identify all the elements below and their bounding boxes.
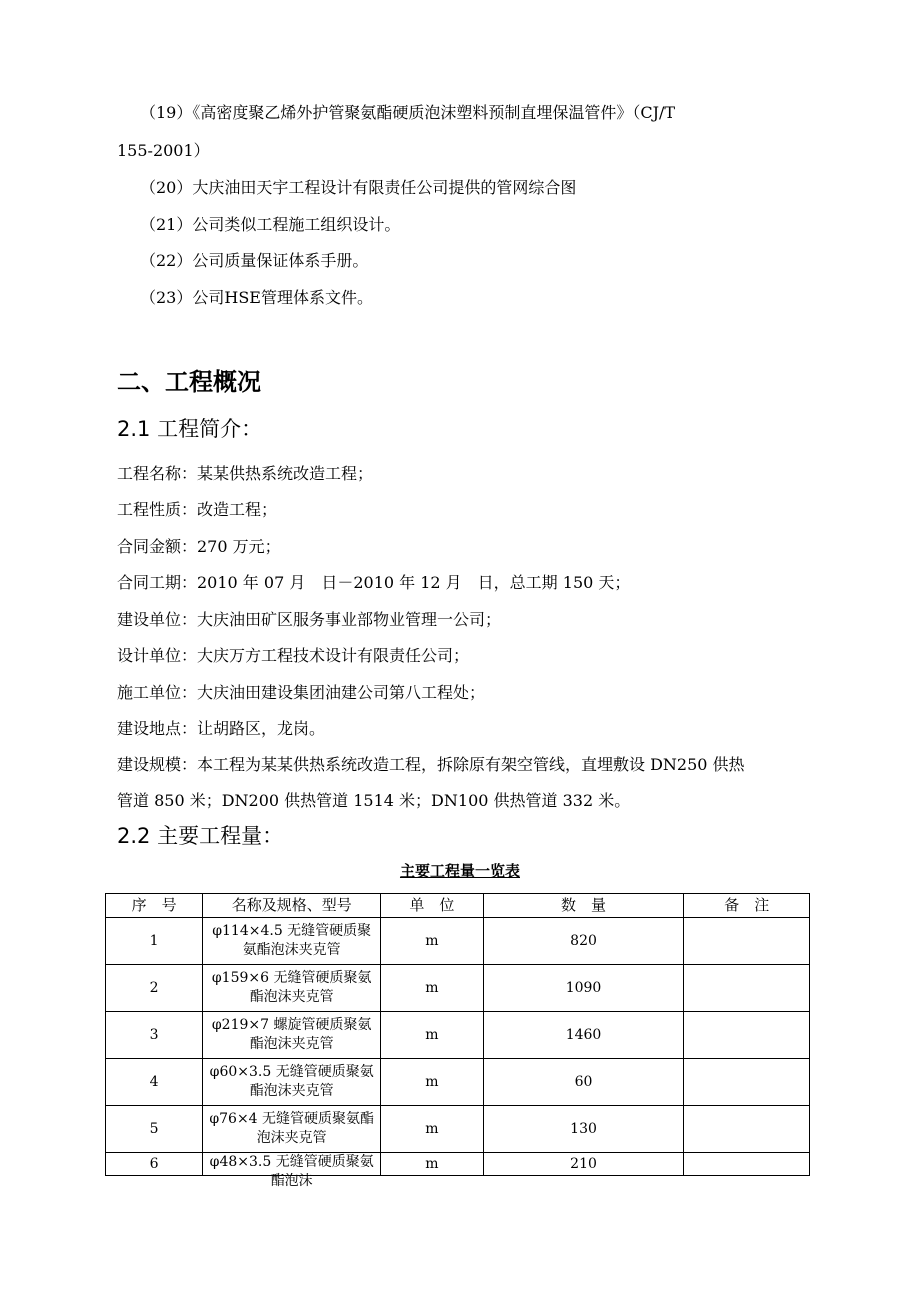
row-note bbox=[684, 965, 810, 1012]
row-no: 6 bbox=[106, 1153, 203, 1176]
row-name-text: φ48×3.5 无缝管硬质聚氨酯泡沫 bbox=[209, 1154, 374, 1189]
section-title: 二、工程概况 bbox=[117, 368, 261, 396]
row-qty: 1460 bbox=[483, 1012, 684, 1059]
detail-location: 建设地点：让胡路区，龙岗。 bbox=[117, 719, 326, 738]
detail-contractor: 施工单位：大庆油田建设集团油建公司第八工程处； bbox=[117, 683, 486, 702]
quantities-table bbox=[105, 893, 810, 1189]
row-name: φ76×4 无缝管硬质聚氨酯泡沫夹克管 bbox=[203, 1106, 381, 1153]
row-unit: m bbox=[381, 1059, 484, 1106]
subsection-title-intro: 2.1 工程简介： bbox=[117, 417, 263, 441]
row-unit: m bbox=[381, 1153, 484, 1176]
detail-owner: 建设单位：大庆油田矿区服务事业部物业管理一公司； bbox=[117, 610, 502, 629]
row-qty: 60 bbox=[483, 1059, 684, 1106]
detail-project-name: 工程名称：某某供热系统改造工程； bbox=[117, 464, 374, 483]
reference-19: （19）《高密度聚乙烯外护管聚氨酯硬质泡沫塑料预制直埋保温管件》（CJ/T bbox=[140, 103, 676, 122]
row-note bbox=[684, 1106, 810, 1153]
reference-21: （21）公司类似工程施工组织设计。 bbox=[140, 215, 401, 234]
reference-23: （23）公司HSE管理体系文件。 bbox=[140, 288, 373, 307]
row-name: φ60×3.5 无缝管硬质聚氨酯泡沫夹克管 bbox=[203, 1059, 381, 1106]
row-qty: 210 bbox=[483, 1153, 684, 1176]
header-no: 序 号 bbox=[106, 894, 203, 918]
row-name: φ114×4.5 无缝管硬质聚氨酯泡沫夹克管 bbox=[203, 918, 381, 965]
row-name bbox=[203, 1153, 381, 1189]
detail-scale-cont: 管道 850 米；DN200 供热管道 1514 米；DN100 供热管道 332 米。 bbox=[117, 791, 631, 810]
detail-contract-period: 合同工期：2010 年 07 月 日－2010 年 12 月 日，总工期 150 天； bbox=[117, 573, 631, 592]
row-note bbox=[684, 1012, 810, 1059]
row-unit: m bbox=[381, 1012, 484, 1059]
table-caption: 主要工程量一览表 bbox=[399, 862, 520, 880]
table-row bbox=[106, 1106, 810, 1153]
row-name: φ159×6 无缝管硬质聚氨酯泡沫夹克管 bbox=[203, 965, 381, 1012]
row-no: 2 bbox=[106, 965, 203, 1012]
row-no: 1 bbox=[106, 918, 203, 965]
row-note bbox=[684, 1059, 810, 1106]
table-row bbox=[106, 918, 810, 965]
table-row bbox=[106, 1153, 810, 1176]
header-qty: 数 量 bbox=[483, 894, 684, 918]
row-qty: 1090 bbox=[483, 965, 684, 1012]
detail-contract-amount: 合同金额：270 万元； bbox=[117, 537, 281, 556]
row-no: 5 bbox=[106, 1106, 203, 1153]
row-qty: 130 bbox=[483, 1106, 684, 1153]
subsection-title-quantities: 2.2 主要工程量： bbox=[117, 824, 284, 848]
row-note bbox=[684, 918, 810, 965]
header-unit: 单 位 bbox=[381, 894, 484, 918]
table-row bbox=[106, 1012, 810, 1059]
row-name: φ219×7 螺旋管硬质聚氨酯泡沫夹克管 bbox=[203, 1012, 381, 1059]
table-row bbox=[106, 965, 810, 1012]
row-no: 4 bbox=[106, 1059, 203, 1106]
row-unit: m bbox=[381, 965, 484, 1012]
detail-scale: 建设规模：本工程为某某供热系统改造工程，拆除原有架空管线，直埋敷设 DN250 供热 bbox=[117, 755, 745, 774]
row-unit: m bbox=[381, 1106, 484, 1153]
reference-20: （20）大庆油田天宇工程设计有限责任公司提供的管网综合图 bbox=[140, 178, 577, 197]
reference-19-cont: 155-2001） bbox=[117, 141, 210, 160]
table-header-row bbox=[106, 894, 810, 918]
row-no: 3 bbox=[106, 1012, 203, 1059]
row-unit: m bbox=[381, 918, 484, 965]
detail-designer: 设计单位：大庆万方工程技术设计有限责任公司； bbox=[117, 646, 470, 665]
row-qty: 820 bbox=[483, 918, 684, 965]
reference-22: （22）公司质量保证体系手册。 bbox=[140, 251, 369, 270]
header-name: 名称及规格、型号 bbox=[203, 894, 381, 918]
table-row bbox=[106, 1059, 810, 1106]
row-note bbox=[684, 1153, 810, 1176]
detail-project-nature: 工程性质：改造工程； bbox=[117, 500, 278, 519]
header-note: 备 注 bbox=[684, 894, 810, 918]
